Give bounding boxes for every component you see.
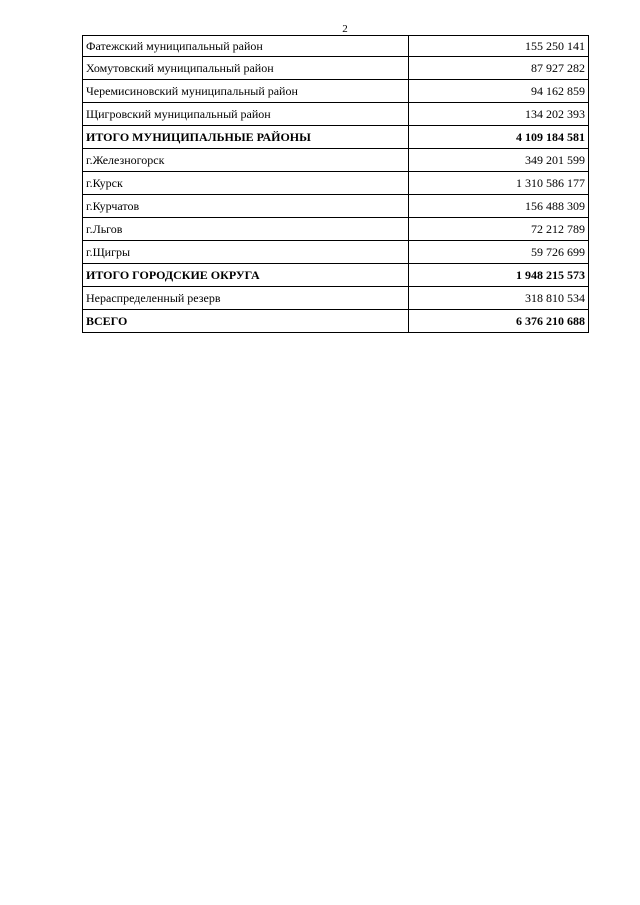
row-amount-cell: 1 310 586 177 xyxy=(409,172,589,195)
row-name-cell: ВСЕГО xyxy=(83,310,409,333)
row-name-cell: Щигровский муниципальный район xyxy=(83,103,409,126)
table-row xyxy=(83,36,589,57)
row-name-cell: ИТОГО МУНИЦИПАЛЬНЫЕ РАЙОНЫ xyxy=(83,126,409,149)
table-row xyxy=(83,57,589,80)
row-amount-cell: 72 212 789 xyxy=(409,218,589,241)
total-row xyxy=(83,264,589,287)
total-row xyxy=(83,126,589,149)
table-row xyxy=(83,172,589,195)
row-name-cell: г.Железногорск xyxy=(83,149,409,172)
table-row xyxy=(83,218,589,241)
table-row xyxy=(83,149,589,172)
table-body xyxy=(83,36,589,333)
row-name-cell: г.Льгов xyxy=(83,218,409,241)
row-amount-cell: 94 162 859 xyxy=(409,80,589,103)
row-name-cell: Черемисиновский муниципальный район xyxy=(83,80,409,103)
table-row xyxy=(83,195,589,218)
table-row xyxy=(83,287,589,310)
row-name-cell: ИТОГО ГОРОДСКИЕ ОКРУГА xyxy=(83,264,409,287)
row-name-cell: г.Курск xyxy=(83,172,409,195)
row-amount-cell: 1 948 215 573 xyxy=(409,264,589,287)
row-name-cell: г.Щигры xyxy=(83,241,409,264)
row-amount-cell: 156 488 309 xyxy=(409,195,589,218)
row-name-cell: г.Курчатов xyxy=(83,195,409,218)
page-number: 2 xyxy=(342,23,348,35)
table-row xyxy=(83,103,589,126)
total-row xyxy=(83,310,589,333)
row-amount-cell: 87 927 282 xyxy=(409,57,589,80)
table-row xyxy=(83,241,589,264)
row-amount-cell: 4 109 184 581 xyxy=(409,126,589,149)
row-amount-cell: 349 201 599 xyxy=(409,149,589,172)
row-amount-cell: 6 376 210 688 xyxy=(409,310,589,333)
row-amount-cell: 318 810 534 xyxy=(409,287,589,310)
row-name-cell: Фатежский муниципальный район xyxy=(83,36,409,57)
table-row xyxy=(83,80,589,103)
row-amount-cell: 134 202 393 xyxy=(409,103,589,126)
row-amount-cell: 155 250 141 xyxy=(409,36,589,57)
row-amount-cell: 59 726 699 xyxy=(409,241,589,264)
row-name-cell: Нераспределенный резерв xyxy=(83,287,409,310)
row-name-cell: Хомутовский муниципальный район xyxy=(83,57,409,80)
budget-distribution-table xyxy=(82,35,589,333)
